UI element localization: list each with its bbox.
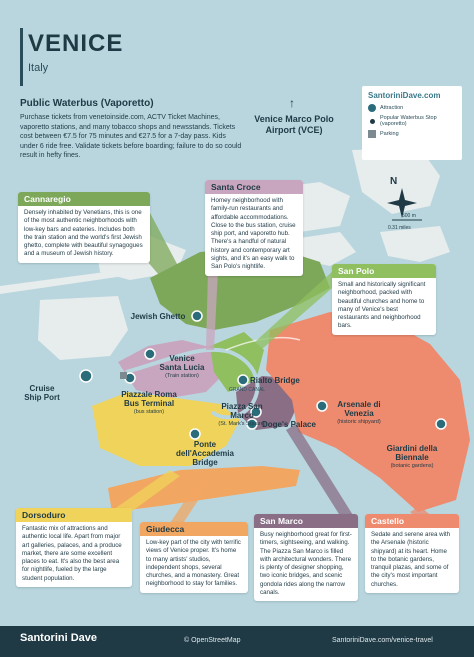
- san-polo-title: San Polo: [332, 264, 436, 278]
- giardini-pin: [436, 419, 446, 429]
- scale-bar: [388, 213, 416, 231]
- arsenale-sub: (historic shipyard): [337, 419, 381, 425]
- page-subtitle: Italy: [28, 62, 49, 74]
- port-area: [38, 296, 128, 360]
- arsenale-pin: [317, 401, 327, 411]
- santa-lucia-name: Venice Santa Lucia: [159, 354, 205, 372]
- san-marco-square-name: Piazza San Marco: [221, 402, 263, 420]
- arsenale-name: Arsenale di Venezia: [337, 400, 381, 418]
- giudecca-text: Low-key part of the city with terrific views of Venice proper. It's home to many artists' studios, independent shops, several churches, and a monastery. Great neighborhood to stay for families.: [146, 539, 241, 588]
- san-polo-text: Small and historically significant neighborhood, packed with beautiful churches and home to many of Venice's best restaurants and neighborhood bars.: [338, 281, 426, 330]
- castello-title: Castello: [365, 514, 459, 528]
- page-title: VENICE: [28, 30, 124, 57]
- compass-north: N: [390, 176, 398, 187]
- dorsoduro-card: [16, 508, 132, 587]
- jewish-ghetto-label: Jewish Ghetto: [130, 312, 186, 321]
- castello-card: [365, 514, 459, 593]
- legend-attraction: Attraction: [380, 105, 404, 111]
- parking-marker: [120, 372, 127, 379]
- santa-lucia-sub: (Train station): [165, 373, 199, 379]
- airport-label: Venice Marco Polo Airport (VCE): [254, 114, 334, 135]
- jewish-ghetto-pin: [192, 311, 202, 321]
- accademia-pin: [190, 429, 200, 439]
- rialto-pin: [238, 375, 248, 385]
- dorsoduro-text: Fantastic mix of attractions and authentic local life. Apart from major art galleries, palaces, and a produce market, there are some excellent places to eat. It's also the best area for nightlife, fueled by the large student population.: [22, 525, 122, 582]
- giardini-name: Giardini della Biennale: [386, 444, 438, 462]
- piazzale-roma-name: Piazzale Roma Bus Terminal: [121, 390, 177, 408]
- san-marco-card: [254, 514, 358, 601]
- cannaregio-card: [18, 192, 150, 263]
- lagoon-island: [380, 226, 450, 262]
- scale-m: 500 m: [402, 213, 416, 219]
- doges-label: Doge's Palace: [262, 420, 316, 429]
- giudecca-title: Giudecca: [140, 522, 248, 536]
- causeway: [0, 270, 124, 294]
- legend-parking: Parking: [380, 131, 399, 137]
- santa-croce-card: [205, 180, 303, 276]
- giardini-label: [380, 444, 444, 471]
- legend-stop: Popular Waterbus Stop (vaporetto): [380, 115, 437, 127]
- san-marco-text: Busy neighborhood great for first-timers, sightseeing, and walking. The Piazza San Marco is filled with architectural wonders. There is plenty of designer shopping, two iconic bridges, and scenic gondola rides along the narrow canals.: [260, 531, 352, 597]
- castello-text: Sedate and serene area with the Arsenale (historic shipyard) at its heart. Home to the botanic gardens, tranquil plazas, and some of the city's most important churches.: [371, 531, 451, 588]
- piazzale-roma-label: [114, 390, 184, 417]
- santa-croce-title: Santa Croce: [205, 180, 303, 194]
- dorsoduro-title: Dorsoduro: [16, 508, 132, 522]
- attraction-icon: [368, 104, 376, 112]
- arsenale-label: [332, 400, 386, 427]
- scale-mi: 0.31 miles: [388, 225, 411, 231]
- title-bar: [20, 28, 23, 86]
- waterbus-stop-icon: [370, 119, 375, 124]
- waterbus-text: Purchase tickets from venetoinside.com, ACTV Ticket Machines, vaporetto stations, and many tobacco shops and newsstands. Tickets cost between €7.5 for 75 minutes and €27.5 for a 7-day pass. Kids under 6 ride free. Validate tickets before boarding; failure to do so could result in hefty fines.: [20, 114, 242, 159]
- grand-canal-label: GRAND CANAL: [228, 387, 266, 393]
- giardini-sub: (botanic gardens): [390, 463, 434, 469]
- cannaregio-title: Cannaregio: [18, 192, 150, 206]
- rialto-label: Rialto Bridge: [250, 376, 300, 385]
- parking-icon: [368, 130, 376, 138]
- san-marco-square-sub: (St. Mark's Square): [218, 421, 266, 427]
- cruise-port-label: Cruise Ship Port: [24, 384, 60, 402]
- cruise-port-pin: [80, 370, 92, 382]
- footer-logo[interactable]: Santorini Dave: [20, 632, 98, 644]
- giudecca-card: [140, 522, 248, 593]
- legend-site[interactable]: SantoriniDave.com: [368, 91, 441, 100]
- piazzale-roma-sub: (bus station): [133, 409, 165, 415]
- cannaregio-text: Densely inhabited by Venetians, this is one of the most authentic neighborhoods with low-key bars and eateries. Includes both the train station and the world's first Jewish ghetto, complete with beautiful synagogues and a museum of Jewish history.: [24, 209, 143, 258]
- footer-credit: © OpenStreetMap: [184, 637, 241, 644]
- santa-lucia-pin: [145, 349, 155, 359]
- santa-croce-text: Homey neighborhood with family-run restaurants and affordable accommodations. Close to the bus station, cruise ship port, and vaporetto hub. There's a handful of natural history and contemporary art sights, and it's an easy walk to San Polo's nightlife.: [211, 197, 296, 271]
- legend: [362, 86, 462, 160]
- up-arrow-icon: ↑: [289, 96, 295, 110]
- san-marco-title: San Marco: [254, 514, 358, 528]
- santa-lucia-label: [158, 354, 206, 381]
- waterbus-title: Public Waterbus (Vaporetto): [20, 98, 154, 109]
- san-polo-card: [332, 264, 436, 335]
- accademia-label: Ponte dell'Accademia Bridge: [176, 440, 234, 467]
- footer-url[interactable]: SantoriniDave.com/venice-travel: [332, 637, 433, 644]
